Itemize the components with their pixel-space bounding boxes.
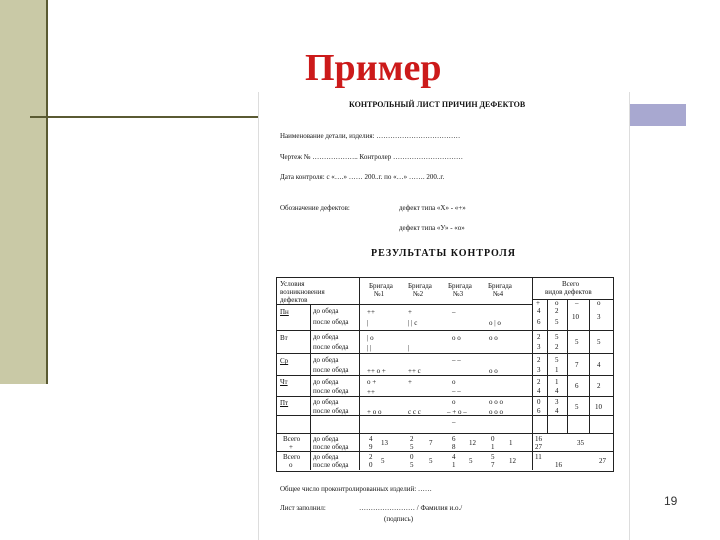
fv: 5 xyxy=(410,443,414,451)
tot-val: 6 xyxy=(537,407,541,415)
mark: + xyxy=(408,378,412,386)
tot-sum: 7 xyxy=(575,361,579,369)
page-number: 19 xyxy=(664,494,678,508)
fv: 35 xyxy=(577,439,584,447)
tot-sum: 6 xyxy=(575,382,579,390)
fv: 5 xyxy=(381,457,385,465)
mark: | xyxy=(408,344,410,352)
fv: 5 xyxy=(429,457,433,465)
mark: + xyxy=(408,308,412,316)
row-day-mon: Пн xyxy=(280,308,289,316)
row-day-tue: Вт xyxy=(280,334,288,342)
tot-val: 6 xyxy=(537,318,541,326)
tot-val: 2 xyxy=(555,307,559,315)
mark: – + о – xyxy=(447,408,467,416)
row-tue-after: после обеда xyxy=(313,343,349,351)
row-mon-before: до обеда xyxy=(313,307,339,315)
tot-sum: 4 xyxy=(597,361,601,369)
tot-sub-dash: – xyxy=(575,299,579,307)
tot-sub-o: о xyxy=(555,299,559,307)
mark: о + xyxy=(367,378,377,386)
fv: 5 xyxy=(410,461,414,469)
fv: 0 xyxy=(491,435,495,443)
fv: 27 xyxy=(535,443,542,451)
mark: | | xyxy=(367,344,372,352)
mark: о о xyxy=(489,367,498,375)
tot-val: 4 xyxy=(555,387,559,395)
legend-label: Обозначение дефектов: xyxy=(280,204,350,212)
fv: 12 xyxy=(509,457,516,465)
mark: о о о xyxy=(489,398,503,406)
legend-y: дефект типа «У» - «о» xyxy=(399,224,465,232)
row-thu-after: после обеда xyxy=(313,387,349,395)
left-accent-bar xyxy=(0,0,46,384)
tot-val: 2 xyxy=(537,333,541,341)
tot-sub-plus: + xyxy=(536,299,540,307)
fv: 8 xyxy=(452,443,456,451)
row-fri-before: до обеда xyxy=(313,398,339,406)
mark: ++ о + xyxy=(367,367,386,375)
fv: 1 xyxy=(452,461,456,469)
vertical-rule xyxy=(46,0,48,384)
slide-title: Пример xyxy=(305,47,442,89)
mark: – xyxy=(452,308,456,316)
mark: с с с xyxy=(408,408,421,416)
mark: о о xyxy=(452,334,461,342)
footer-total-2-sym: о xyxy=(289,461,293,469)
mark: | о xyxy=(367,334,374,342)
fv: 7 xyxy=(429,439,433,447)
row-fri-after: после обеда xyxy=(313,407,349,415)
tot-val: 5 xyxy=(555,356,559,364)
row-mon-after: после обеда xyxy=(313,318,349,326)
footer-2-before: до обеда xyxy=(313,453,339,461)
tot-val: 4 xyxy=(537,387,541,395)
hdr-brigade-2-num: №2 xyxy=(413,290,424,298)
field-drawing: Чертеж № ……………….. Контролер ………………………… xyxy=(280,153,463,161)
row-wed-before: до обеда xyxy=(313,356,339,364)
tot-sum: 5 xyxy=(575,403,579,411)
filled-label: Лист заполнил: xyxy=(280,504,326,512)
row-day-wed: Ср xyxy=(280,357,289,365)
mark: ++ xyxy=(367,388,375,396)
tot-val: 5 xyxy=(555,333,559,341)
row-day-thu: Чт xyxy=(280,378,288,386)
signature-caption: (подпись) xyxy=(384,515,414,523)
legend-x: дефект типа «Х» - «+» xyxy=(399,204,466,212)
tot-sum: 3 xyxy=(597,313,601,321)
fv: 7 xyxy=(491,461,495,469)
row-thu-before: до обеда xyxy=(313,378,339,386)
fv: 12 xyxy=(469,439,476,447)
fv: 16 xyxy=(535,435,542,443)
fv: 6 xyxy=(452,435,456,443)
row-tue-before: до обеда xyxy=(313,333,339,341)
footer-total-1: Всего xyxy=(283,435,301,443)
total-checked: Общее число проконтролированных изделий: …… xyxy=(280,485,432,493)
tot-sum: 5 xyxy=(597,338,601,346)
hdr-conditions-2: возникновения xyxy=(280,288,325,296)
hdr-brigade-2: Бригада xyxy=(408,282,432,290)
row-wed-after: после обеда xyxy=(313,366,349,374)
fv: 0 xyxy=(369,461,373,469)
mark: о xyxy=(452,378,456,386)
field-date: Дата контроля: с «….» …… 200..г. по «…» ……. 200..г. xyxy=(280,173,445,181)
field-part-name: Наименование детали, изделия: ……………………………… xyxy=(280,132,461,140)
mark: | | с xyxy=(408,319,418,327)
hdr-brigade-4-num: №4 xyxy=(493,290,504,298)
hdr-conditions-1: Условия xyxy=(280,280,305,288)
hdr-total-sub: видов дефектов xyxy=(545,288,592,296)
fv: 5 xyxy=(491,453,495,461)
results-title: РЕЗУЛЬТАТЫ КОНТРОЛЯ xyxy=(371,248,516,259)
tot-val: 2 xyxy=(537,356,541,364)
footer-2-after: после обеда xyxy=(313,461,349,469)
mark: о | о xyxy=(489,319,501,327)
hdr-conditions-3: дефектов xyxy=(280,296,308,304)
mark: | xyxy=(367,319,369,327)
footer-total-2: Всего xyxy=(283,453,301,461)
mark: о о xyxy=(489,334,498,342)
mark: о о о xyxy=(489,408,503,416)
mark: ++ xyxy=(367,308,375,316)
tot-sum: 5 xyxy=(575,338,579,346)
tot-val: 4 xyxy=(537,307,541,315)
fv: 0 xyxy=(410,453,414,461)
tot-sum: 10 xyxy=(595,403,602,411)
doc-title: КОНТРОЛЬНЫЙ ЛИСТ ПРИЧИН ДЕФЕКТОВ xyxy=(349,100,526,109)
tot-val: 1 xyxy=(555,378,559,386)
fv: 16 xyxy=(555,461,562,469)
mark: – – xyxy=(452,387,461,395)
tot-sum: 2 xyxy=(597,382,601,390)
tot-val: 2 xyxy=(555,343,559,351)
fv: 11 xyxy=(535,453,542,461)
tot-val: 2 xyxy=(537,378,541,386)
tot-val: 5 xyxy=(555,318,559,326)
mark: – xyxy=(452,418,456,426)
scanned-document xyxy=(258,92,630,540)
fv: 4 xyxy=(452,453,456,461)
fv: 5 xyxy=(469,457,473,465)
fv: 1 xyxy=(509,439,513,447)
mark: о xyxy=(452,398,456,406)
horizontal-rule xyxy=(30,116,288,118)
tot-sub-o2: о xyxy=(597,299,601,307)
fv: 2 xyxy=(410,435,414,443)
tot-val: 3 xyxy=(537,366,541,374)
fv: 2 xyxy=(369,453,373,461)
hdr-total: Всего xyxy=(562,280,580,288)
filled-line: …………………… / Фамилия и.о./ xyxy=(359,504,463,512)
hdr-brigade-4: Бригада xyxy=(488,282,512,290)
mark: + о о xyxy=(367,408,382,416)
footer-total-1-sym: + xyxy=(289,443,293,451)
accent-square xyxy=(626,104,686,126)
row-day-fri: Пт xyxy=(280,399,289,407)
tot-val: 1 xyxy=(555,366,559,374)
tot-sum: 10 xyxy=(572,313,579,321)
hdr-brigade-3: Бригада xyxy=(448,282,472,290)
hdr-brigade-3-num: №3 xyxy=(453,290,464,298)
fv: 9 xyxy=(369,443,373,451)
mark: – – xyxy=(452,356,461,364)
fv: 27 xyxy=(599,457,606,465)
tot-val: 3 xyxy=(537,343,541,351)
tot-val: 3 xyxy=(555,398,559,406)
footer-1-after: после обеда xyxy=(313,443,349,451)
hdr-brigade-1-num: №1 xyxy=(374,290,385,298)
fv: 4 xyxy=(369,435,373,443)
hdr-brigade-1: Бригада xyxy=(369,282,393,290)
tot-val: 0 xyxy=(537,398,541,406)
fv: 13 xyxy=(381,439,388,447)
results-table xyxy=(276,277,614,472)
fv: 1 xyxy=(491,443,495,451)
tot-val: 4 xyxy=(555,407,559,415)
footer-1-before: до обеда xyxy=(313,435,339,443)
mark: ++ с xyxy=(408,367,421,375)
